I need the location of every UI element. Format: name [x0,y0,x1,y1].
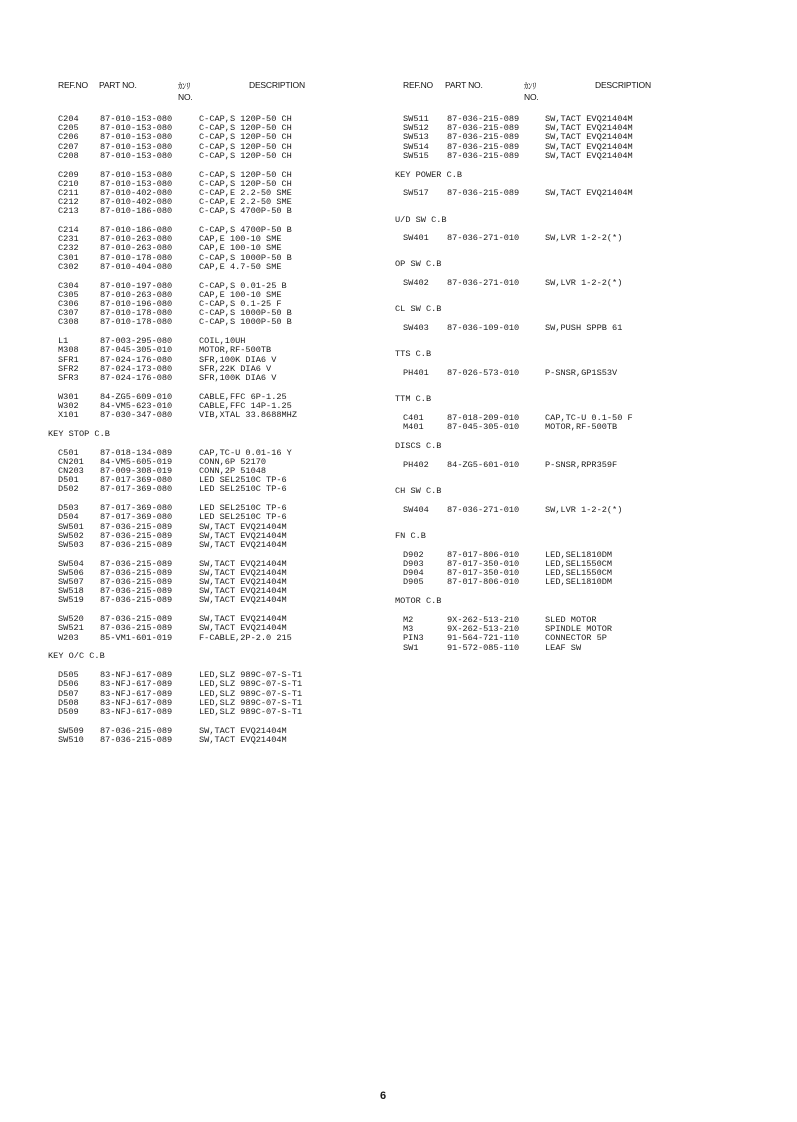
left-parts-column [48,115,388,755]
ref-no-cell: SW1 [403,642,419,653]
part-no-cell: 87-036-271-010 [447,504,520,515]
ref-no-cell: CN201 [58,456,84,467]
description-cell: P-SNSR,RPR359F [545,459,618,470]
description-cell: LED,SLZ 989C-07-S-T1 [199,697,303,708]
description-cell: C-CAP,S 0.01-25 B [199,280,287,291]
part-no-cell: 83-NFJ-617-089 [100,670,173,681]
part-no-cell: 87-036-215-089 [447,141,520,152]
description-cell: LEAF SW [545,642,582,653]
description-cell: LED,SEL1550CM [545,568,613,579]
ref-no-cell: SW517 [403,188,429,199]
description-cell: CABLE,FFC 6P-1.25 [199,391,287,402]
part-no-cell: 87-010-196-080 [100,298,173,309]
ref-no-cell: C213 [58,206,79,217]
parts-row [395,369,755,378]
part-no-cell: 84-ZG5-609-010 [100,391,173,402]
description-cell: SW,TACT EVQ21404M [199,530,287,541]
parts-group [395,616,755,653]
part-no-cell: 87-010-178-080 [100,252,173,263]
parts-row [48,634,388,643]
description-cell: P-SNSR,GP1S53V [545,368,618,379]
ref-no-cell: SW512 [403,123,429,134]
parts-group [48,671,388,717]
description-cell: CONN,2P 51048 [199,465,267,476]
part-no-cell: 87-045-305-010 [447,422,520,433]
parts-row [48,207,388,216]
part-no-cell: 87-010-263-080 [100,243,173,254]
part-no-cell: 87-017-369-080 [100,503,173,514]
ref-no-cell: SW510 [58,734,84,745]
part-no-cell: 87-010-178-080 [100,317,173,328]
description-cell: MOTOR,RF-500TB [199,345,272,356]
description-cell: SW,TACT EVQ21404M [199,577,287,588]
description-cell: SW,TACT EVQ21404M [199,558,287,569]
description-cell: C-CAP,E 2.2-50 SME [199,187,292,198]
part-no-cell: 87-017-369-080 [100,475,173,486]
description-cell: SFR,100K DIA6 V [199,372,277,383]
part-no-cell: 87-010-263-080 [100,234,173,245]
description-cell: LED,SLZ 989C-07-S-T1 [199,706,303,717]
ref-no-cell: C232 [58,243,79,254]
parts-group [48,560,388,606]
part-no-cell: 87-036-215-089 [100,567,173,578]
section-heading: CH SW C.B [395,486,442,497]
part-no-cell: 87-036-109-010 [447,323,520,334]
parts-group [395,115,755,161]
parts-row [48,485,388,494]
part-no-cell: 87-036-215-089 [100,577,173,588]
description-cell: CONNECTOR 5P [545,633,607,644]
ref-no-cell: C304 [58,280,79,291]
header-ref-no: REF.NO [403,80,433,90]
ref-no-cell: SW504 [58,558,84,569]
ref-no-cell: M308 [58,345,79,356]
part-no-cell: 87-010-153-080 [100,150,173,161]
description-cell: C-CAP,S 120P-50 CH [199,169,292,180]
parts-row [395,506,755,515]
part-no-cell: 87-017-806-010 [447,549,520,560]
part-no-cell: 87-036-215-089 [447,123,520,134]
ref-no-cell: SW509 [58,725,84,736]
part-no-cell: 87-036-215-089 [100,586,173,597]
parts-group [395,279,755,288]
ref-no-cell: C207 [58,141,79,152]
description-cell: SW,TACT EVQ21404M [199,614,287,625]
section-heading: DISCS C.B [395,441,442,452]
part-no-cell: 87-036-215-089 [100,539,173,550]
description-cell: C-CAP,S 0.1-25 F [199,298,282,309]
header-no: NO. [524,92,539,102]
ref-no-cell: W302 [58,400,79,411]
description-cell: CAP,E 100-10 SME [199,243,282,254]
description-cell: SW,TACT EVQ21404M [199,586,287,597]
ref-no-cell: D508 [58,697,79,708]
description-cell: SW,TACT EVQ21404M [545,141,633,152]
part-no-cell: 87-045-305-010 [100,345,173,356]
parts-group [48,337,388,383]
parts-row [48,411,388,420]
header-ref-no: REF.NO [58,80,88,90]
description-cell: C-CAP,S 120P-50 CH [199,141,292,152]
part-no-cell: 87-010-153-080 [100,169,173,180]
part-no-cell: 85-VM1-601-019 [100,632,173,643]
ref-no-cell: D509 [58,706,79,717]
description-cell: SW,TACT EVQ21404M [199,734,287,745]
part-no-cell: 91-572-085-110 [447,642,520,653]
description-cell: C-CAP,S 4700P-50 B [199,206,292,217]
ref-no-cell: SW506 [58,567,84,578]
ref-no-cell: PH402 [403,459,429,470]
description-cell: LED,SEL1810DM [545,549,613,560]
header-description: DESCRIPTION [249,80,305,90]
description-cell: C-CAP,S 120P-50 CH [199,150,292,161]
description-cell: VIB,XTAL 33.8688MHZ [199,410,297,421]
description-cell: SW,TACT EVQ21404M [545,150,633,161]
part-no-cell: 87-036-215-089 [100,530,173,541]
ref-no-cell: CN203 [58,465,84,476]
description-cell: SW,LVR 1-2-2(*) [545,233,623,244]
part-no-cell: 83-NFJ-617-089 [100,688,173,699]
part-no-cell: 87-010-402-080 [100,197,173,208]
part-no-cell: 84-ZG5-601-010 [447,459,520,470]
part-no-cell: 87-026-573-010 [447,368,520,379]
ref-no-cell: PIN3 [403,633,424,644]
description-cell: C-CAP,E 2.2-50 SME [199,197,292,208]
ref-no-cell: C301 [58,252,79,263]
part-no-cell: 9X-262-513-210 [447,624,520,635]
ref-no-cell: C209 [58,169,79,180]
part-no-cell: 87-010-186-080 [100,206,173,217]
part-no-cell: 87-010-153-080 [100,123,173,134]
ref-no-cell: SFR2 [58,363,79,374]
part-no-cell: 87-017-350-010 [447,559,520,570]
parts-group [48,115,388,161]
part-no-cell: 87-024-176-080 [100,354,173,365]
ref-no-cell: C401 [403,413,424,424]
part-no-cell: 87-010-153-080 [100,141,173,152]
ref-no-cell: SW514 [403,141,429,152]
description-cell: C-CAP,S 4700P-50 B [199,225,292,236]
section-heading: TTS C.B [395,349,432,360]
ref-no-cell: D507 [58,688,79,699]
header-description: DESCRIPTION [595,80,651,90]
parts-row [48,736,388,745]
ref-no-cell: D904 [403,568,424,579]
ref-no-cell: SW403 [403,323,429,334]
ref-no-cell: SW507 [58,577,84,588]
part-no-cell: 84-VM5-623-010 [100,400,173,411]
ref-no-cell: SW513 [403,132,429,143]
part-no-cell: 87-003-295-080 [100,336,173,347]
description-cell: CABLE,FFC 14P-1.25 [199,400,292,411]
parts-group [48,504,388,550]
description-cell: LED SEL2510C TP-6 [199,503,287,514]
description-cell: SFR,22K DIA6 V [199,363,272,374]
description-cell: C-CAP,S 120P-50 CH [199,132,292,143]
parts-group [395,461,755,470]
section-heading: OP SW C.B [395,259,442,270]
part-no-cell: 83-NFJ-617-089 [100,679,173,690]
description-cell: C-CAP,S 1000P-50 B [199,252,292,263]
description-cell: SW,TACT EVQ21404M [199,567,287,578]
part-no-cell: 87-036-215-089 [447,132,520,143]
parts-row [48,708,388,717]
description-cell: LED SEL2510C TP-6 [199,475,287,486]
part-no-cell: 87-018-134-089 [100,447,173,458]
part-no-cell: 87-010-263-080 [100,289,173,300]
description-cell: LED,SEL1810DM [545,577,613,588]
part-no-cell: 87-017-350-010 [447,568,520,579]
ref-no-cell: C205 [58,123,79,134]
part-no-cell: 87-036-215-089 [100,623,173,634]
parts-row [395,461,755,470]
part-no-cell: 87-036-215-089 [100,734,173,745]
ref-no-cell: SW520 [58,614,84,625]
description-cell: SW,TACT EVQ21404M [545,123,633,134]
description-cell: LED SEL2510C TP-6 [199,484,287,495]
section-heading: KEY POWER C.B [395,169,463,180]
part-no-cell: 83-NFJ-617-089 [100,706,173,717]
description-cell: LED,SEL1550CM [545,559,613,570]
part-no-cell: 87-010-153-080 [100,114,173,124]
part-no-cell: 87-036-215-089 [447,150,520,161]
part-no-cell: 87-036-215-089 [447,188,520,199]
ref-no-cell: C212 [58,197,79,208]
parts-group [395,506,755,515]
description-cell: F-CABLE,2P-2.0 215 [199,632,292,643]
ref-no-cell: D905 [403,577,424,588]
section-heading: MOTOR C.B [395,596,442,607]
part-no-cell: 83-NFJ-617-089 [100,697,173,708]
parts-group [48,282,388,328]
description-cell: CAP,E 100-10 SME [199,289,282,300]
ref-no-cell: SW402 [403,278,429,289]
ref-no-cell: PH401 [403,368,429,379]
description-cell: SW,LVR 1-2-2(*) [545,278,623,289]
parts-group [48,727,388,745]
parts-row [395,279,755,288]
description-cell: SLED MOTOR [545,614,597,625]
part-no-cell: 87-017-369-080 [100,512,173,523]
part-no-cell: 87-036-215-089 [100,558,173,569]
ref-no-cell: SW501 [58,521,84,532]
parts-row [395,234,755,243]
description-cell: SFR,100K DIA6 V [199,354,277,365]
parts-row [395,644,755,653]
part-no-cell: 87-036-215-089 [100,725,173,736]
ref-no-cell: C307 [58,308,79,319]
description-cell: SW,TACT EVQ21404M [199,595,287,606]
description-cell: SW,LVR 1-2-2(*) [545,504,623,515]
ref-no-cell: D506 [58,679,79,690]
parts-row [395,578,755,587]
ref-no-cell: SW401 [403,233,429,244]
part-no-cell: 87-010-178-080 [100,308,173,319]
ref-no-cell: M3 [403,624,414,635]
parts-row [48,541,388,550]
parts-group [48,226,388,272]
part-no-cell: 87-036-215-089 [100,521,173,532]
part-no-cell: 9X-262-513-210 [447,614,520,625]
part-no-cell: 87-024-176-080 [100,372,173,383]
section-heading: U/D SW C.B [395,214,447,225]
description-cell: CAP,E 4.7-50 SME [199,261,282,272]
parts-group [48,393,388,421]
description-cell: COIL,10UH [199,336,246,347]
part-no-cell: 87-009-308-019 [100,465,173,476]
ref-no-cell: SW521 [58,623,84,634]
parts-group [48,615,388,643]
description-cell: SPINDLE MOTOR [545,624,613,635]
ref-no-cell: M2 [403,614,414,625]
part-no-cell: 87-017-806-010 [447,577,520,588]
part-no-cell: 87-018-209-010 [447,413,520,424]
ref-no-cell: C210 [58,178,79,189]
description-cell: CAP,TC-U 0.1-50 F [545,413,633,424]
ref-no-cell: C306 [58,298,79,309]
ref-no-cell: D505 [58,670,79,681]
ref-no-cell: C214 [58,225,79,236]
ref-no-cell: SW511 [403,114,429,124]
ref-no-cell: D902 [403,549,424,560]
part-no-cell: 87-010-402-080 [100,187,173,198]
part-no-cell: 87-010-186-080 [100,225,173,236]
section-heading: CL SW C.B [395,304,442,315]
part-no-cell: 87-017-369-080 [100,484,173,495]
ref-no-cell: W203 [58,632,79,643]
parts-group [395,324,755,333]
description-cell: CAP,E 100-10 SME [199,234,282,245]
parts-group [48,449,388,495]
ref-no-cell: SFR1 [58,354,79,365]
ref-no-cell: SW502 [58,530,84,541]
description-cell: CAP,TC-U 0.01-16 Y [199,447,292,458]
part-no-cell: 87-036-271-010 [447,233,520,244]
section-heading: TTM C.B [395,394,432,405]
header-part-no: PART NO. [99,80,137,90]
part-no-cell: 87-024-173-080 [100,363,173,374]
ref-no-cell: SW404 [403,504,429,515]
description-cell: SW,TACT EVQ21404M [545,132,633,143]
parts-group [395,189,755,198]
part-no-cell: 87-010-153-080 [100,178,173,189]
parts-group [48,171,388,217]
ref-no-cell: L1 [58,336,69,347]
description-cell: C-CAP,S 120P-50 CH [199,178,292,189]
description-cell: SW,TACT EVQ21404M [199,725,287,736]
part-no-cell: 87-010-153-080 [100,132,173,143]
ref-no-cell: SFR3 [58,372,79,383]
ref-no-cell: C231 [58,234,79,245]
description-cell: C-CAP,S 120P-50 CH [199,123,292,134]
part-no-cell: 87-010-197-080 [100,280,173,291]
ref-no-cell: D504 [58,512,79,523]
ref-no-cell: W301 [58,391,79,402]
description-cell: SW,TACT EVQ21404M [199,539,287,550]
ref-no-cell: SW503 [58,539,84,550]
parts-row [395,189,755,198]
parts-row [48,596,388,605]
ref-no-cell: C305 [58,289,79,300]
description-cell: SW,TACT EVQ21404M [199,521,287,532]
description-cell: SW,TACT EVQ21404M [545,114,633,124]
part-no-cell: 87-030-347-080 [100,410,173,421]
ref-no-cell: C302 [58,261,79,272]
part-no-cell: 87-036-271-010 [447,278,520,289]
ref-no-cell: M401 [403,422,424,433]
part-no-cell: 87-036-215-089 [100,614,173,625]
parts-group [395,551,755,588]
ref-no-cell: SW515 [403,150,429,161]
part-no-cell: 87-036-215-089 [447,114,520,124]
ref-no-cell: D501 [58,475,79,486]
header-kanri: ｶﾝﾘ [524,81,537,91]
description-cell: LED,SLZ 989C-07-S-T1 [199,679,303,690]
parts-group [395,414,755,432]
parts-group [395,234,755,243]
description-cell: MOTOR,RF-500TB [545,422,618,433]
parts-row [395,152,755,161]
part-no-cell: 87-036-215-089 [100,595,173,606]
section-heading: KEY STOP C.B [48,428,110,439]
ref-no-cell: SW519 [58,595,84,606]
section-heading: FN C.B [395,531,426,542]
parts-row [395,324,755,333]
description-cell: LED,SLZ 989C-07-S-T1 [199,670,303,681]
ref-no-cell: C308 [58,317,79,328]
section-heading: KEY O/C C.B [48,651,105,662]
right-parts-column [395,115,755,662]
part-no-cell: 91-564-721-110 [447,633,520,644]
ref-no-cell: C501 [58,447,79,458]
ref-no-cell: C211 [58,187,79,198]
parts-row [395,423,755,432]
page-number: 6 [380,1090,387,1102]
ref-no-cell: D503 [58,503,79,514]
parts-row [48,263,388,272]
description-cell: C-CAP,S 1000P-50 B [199,308,292,319]
description-cell: C-CAP,S 120P-50 CH [199,114,292,124]
parts-group [395,369,755,378]
description-cell: C-CAP,S 1000P-50 B [199,317,292,328]
ref-no-cell: C206 [58,132,79,143]
ref-no-cell: D903 [403,559,424,570]
description-cell: CONN,6P 52170 [199,456,267,467]
description-cell: LED SEL2510C TP-6 [199,512,287,523]
description-cell: LED,SLZ 989C-07-S-T1 [199,688,303,699]
part-no-cell: 87-010-404-080 [100,261,173,272]
part-no-cell: 84-VM5-605-019 [100,456,173,467]
description-cell: SW,PUSH SPPB 61 [545,323,623,334]
description-cell: SW,TACT EVQ21404M [199,623,287,634]
header-part-no: PART NO. [445,80,483,90]
parts-row [48,318,388,327]
ref-no-cell: D502 [58,484,79,495]
ref-no-cell: SW518 [58,586,84,597]
parts-row [48,152,388,161]
parts-row [48,374,388,383]
description-cell: SW,TACT EVQ21404M [545,188,633,199]
ref-no-cell: X101 [58,410,79,421]
header-kanri: ｶﾝﾘ [178,81,191,91]
ref-no-cell: C208 [58,150,79,161]
ref-no-cell: C204 [58,114,79,124]
header-no: NO. [178,92,193,102]
